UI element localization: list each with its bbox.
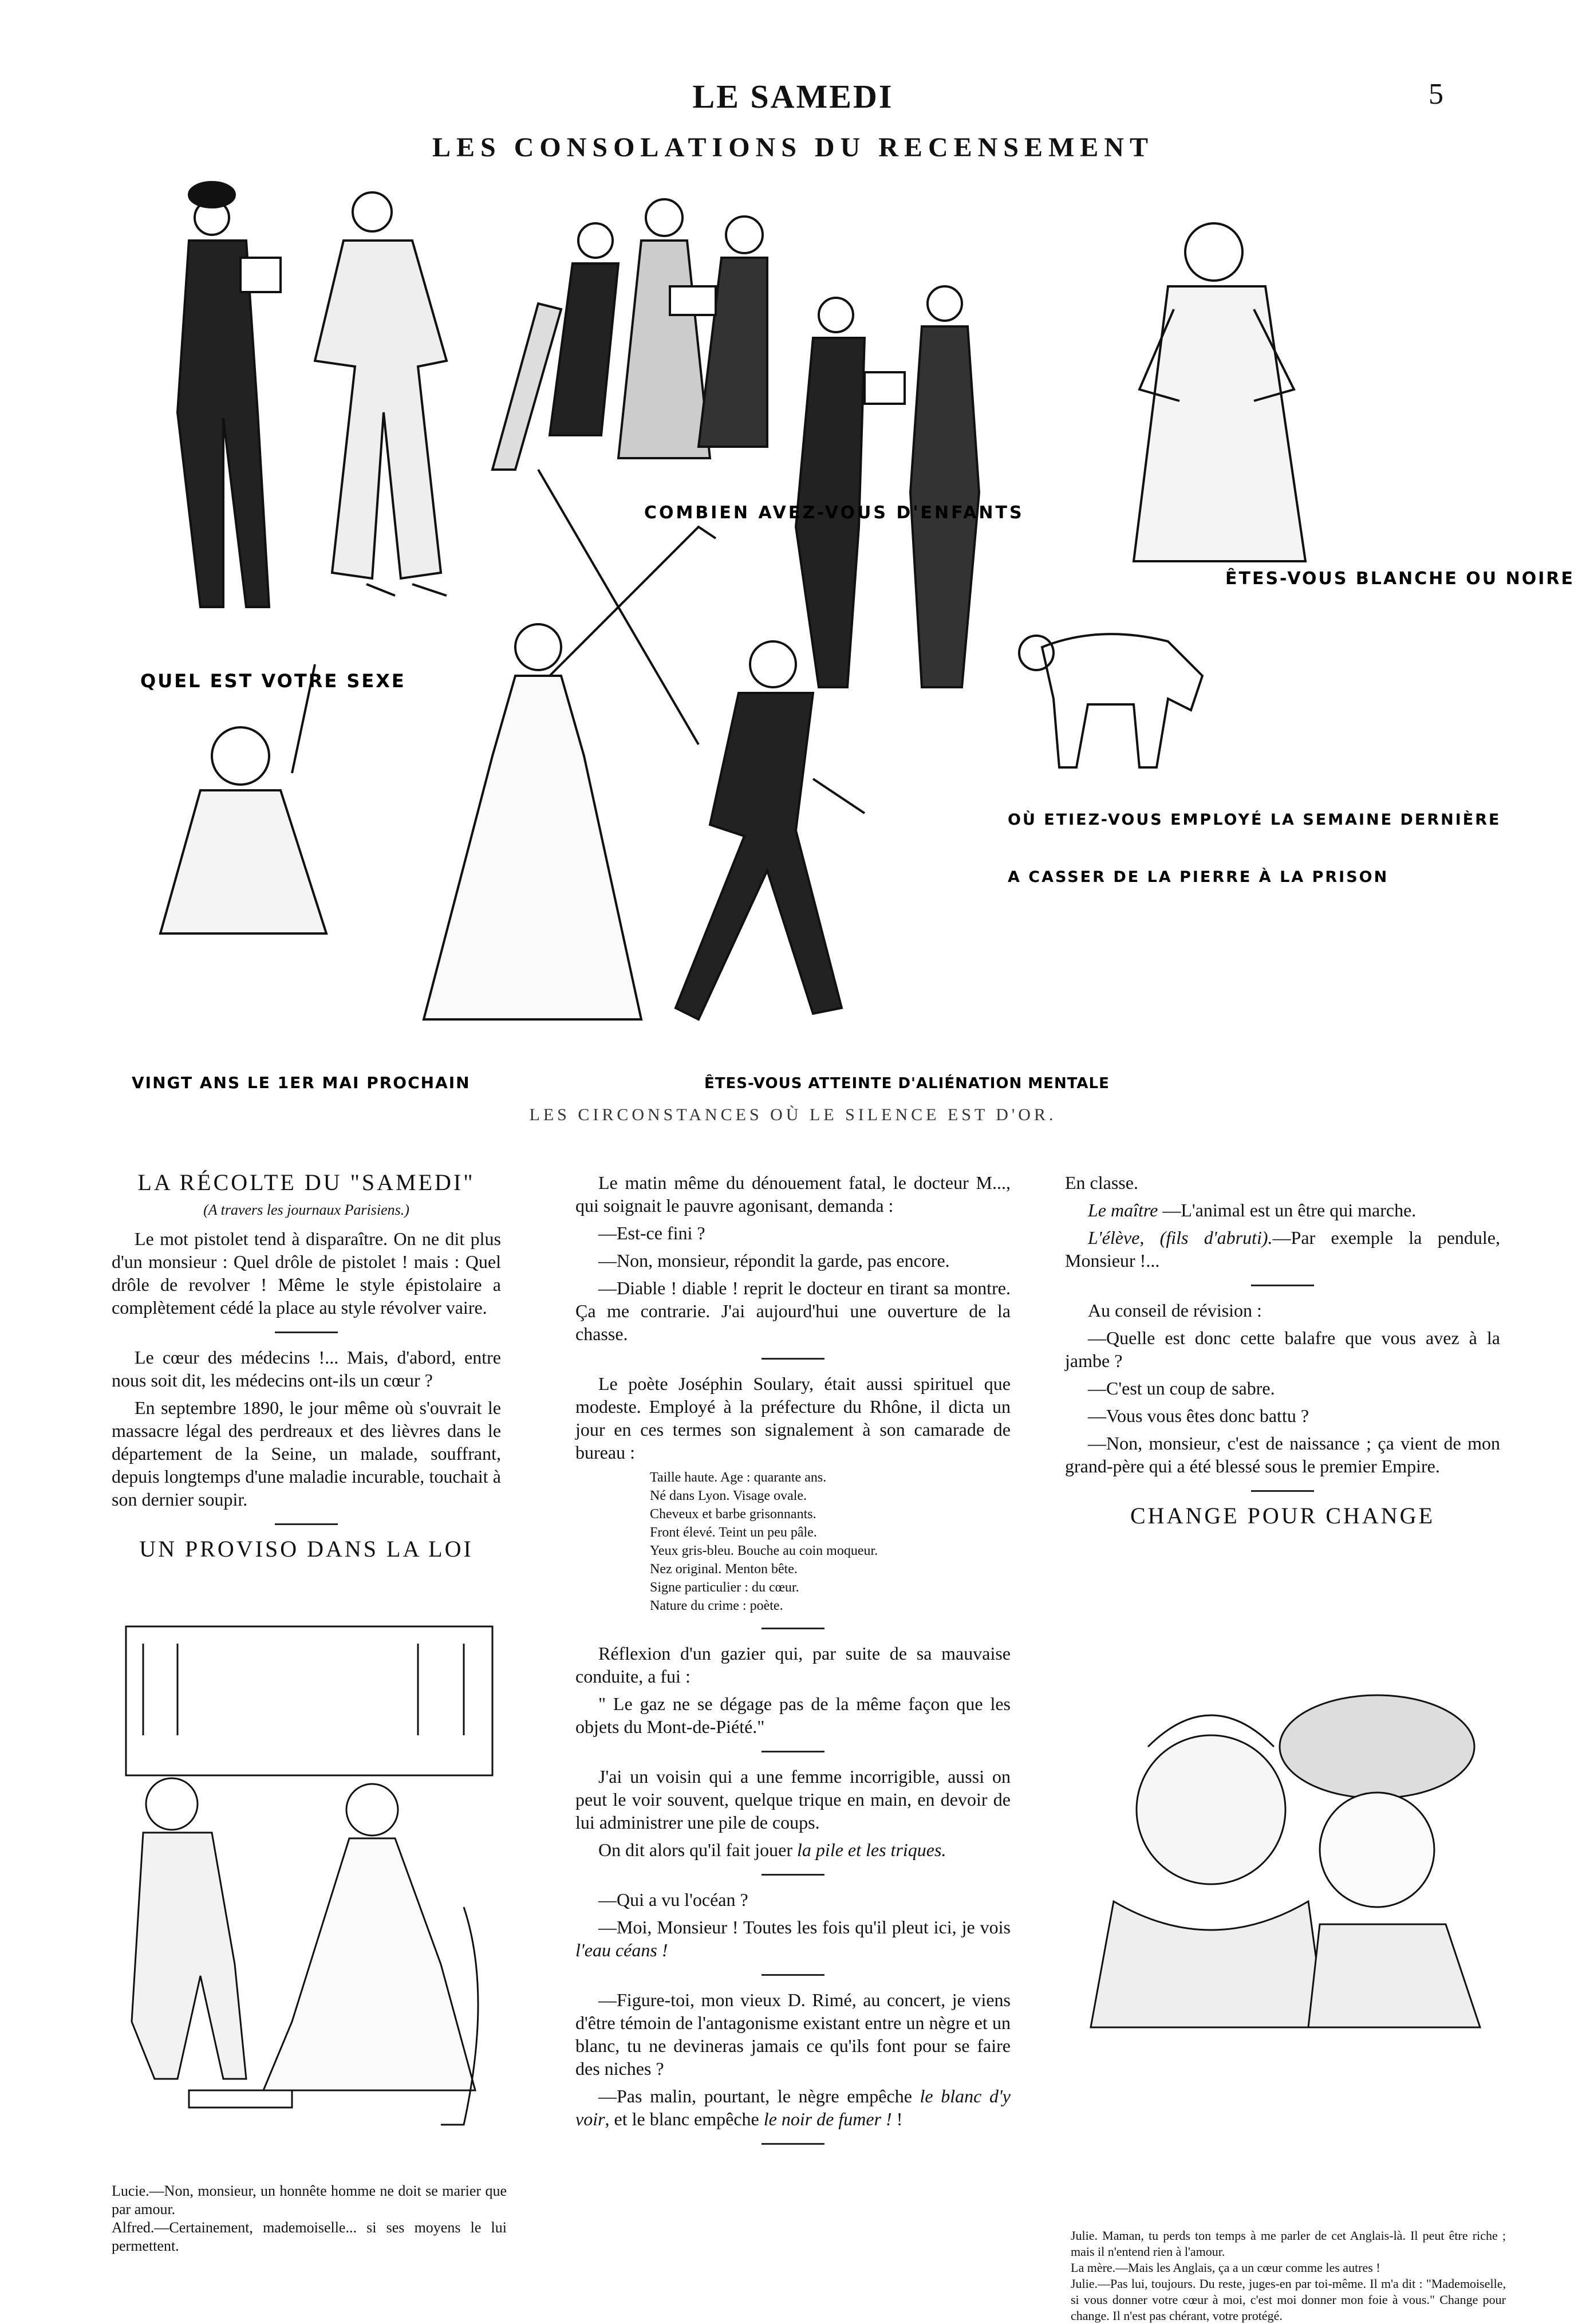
description-line: Nez original. Menton bête. [650,1562,798,1577]
fleeing-man-figure [676,641,865,1019]
emphasis-run: L'élève, (fils d'abruti). [1088,1227,1273,1248]
caption-how-many-children: COMBIEN AVEZ-VOUS D'ENFANTS [644,503,1024,523]
section-title-change: CHANGE POUR CHANGE [1130,1503,1435,1529]
separator-rule [762,2143,824,2145]
cartoon-banner-title: LES CONSOLATIONS DU RECENSEMENT [432,132,1154,163]
cartoon-bottom-caption: LES CIRCONSTANCES OÙ LE SILENCE EST D'OR. [529,1105,1057,1124]
column-left [112,1171,501,1565]
dialogue-line: —Vous vous êtes donc battu ? [1088,1405,1309,1426]
text-run: ! [891,2109,903,2129]
paragraph: " Le gaz ne se dégage pas de la même façon que les objets du Mont-de-Piété." [575,1693,1011,1737]
illustration-caption-proviso [112,2182,507,2255]
paragraph: Le poète Joséphin Soulary, était aussi spirituel que modeste. Employé à la préfecture du Rhône, il dicta un jour en ces termes son signalement à son camarade de bureau : [575,1373,1011,1463]
emphasis-run: l'eau céans ! [575,1940,668,1960]
description-line: Taille haute. Age : quarante ans. [650,1470,827,1485]
separator-rule [762,1358,824,1360]
text-run: On dit alors qu'il fait jouer [598,1839,798,1860]
description-list [575,1468,1011,1615]
caption-line-alfred: Alfred.—Certainement, mademoiselle... si ses moyens le lui permettent. [112,2219,507,2254]
emphasis-run: le blanc d'y voir [575,2086,1011,2129]
family-group-figures [550,199,767,458]
separator-rule [1251,1490,1314,1492]
separator-rule [275,1332,338,1333]
description-line: Signe particulier : du cœur. [650,1580,799,1595]
section-subtitle: (A travers les journaux Parisiens.) [203,1202,409,1218]
caption-line-mere: La mère.—Mais les Anglais, ça a un cœur comme les autres ! [1071,2260,1380,2275]
separator-rule [762,1751,824,1752]
text-run: —Par exemple la pendule, Monsieur !... [1065,1227,1501,1271]
masthead: LE SAMEDI [692,78,894,115]
seated-woman-figure [160,664,326,933]
dog-figure [1019,634,1202,767]
column-middle [575,1171,1011,2157]
emphasis-run: Le maître [1088,1200,1158,1220]
description-line: Cheveux et barbe grisonnants. [650,1507,816,1522]
caption-white-or-black: ÊTES-VOUS BLANCHE OU NOIRE [1225,569,1575,589]
separator-rule [1251,1285,1314,1286]
dialogue-line [575,1916,1011,1961]
dialogue-line: —Qui a vu l'océan ? [598,1889,748,1910]
convict-and-guard-figures [796,286,979,687]
paragraph: En classe. [1065,1172,1138,1193]
paragraph [1065,1226,1500,1272]
caption-line-julie: Julie. Maman, tu perds ton temps à me parler de cet Anglais-là. Il peut être riche ; mais il n'entend rien à l'amour. [1071,2228,1506,2259]
paragraph: —Figure-toi, mon vieux D. Rimé, au concert, je viens d'être témoin de l'antagonisme existant entre un nègre et un blanc, tu ne devineras jamais ce qu'ils font pour se faire des niches ? [575,1990,1011,2079]
column-right [1065,1171,1500,1532]
dialogue-line: —Est-ce fini ? [598,1223,705,1243]
separator-rule [762,1628,824,1629]
caption-breaking-stones: A CASSER DE LA PIERRE À LA PRISON [1008,868,1389,886]
description-line: Front élevé. Teint un peu pâle. [650,1525,817,1540]
paragraph: Le mot pistolet tend à disparaître. On ne dit plus d'un monsieur : Quel drôle de pistolet ! mais : Quel drôle de revolver ! Même le style épistolaire a complètement cédé la place au style révolver vaire. [112,1228,501,1318]
dialogue-line: —Non, monsieur, c'est de naissance ; ça vient de mon grand-père qui a été blessé sous le premier Empire. [1065,1433,1500,1476]
census-cartoon-illustration [126,172,1575,1122]
census-taker-figure [177,182,281,607]
emphasis-run: la pile et les triques. [797,1839,946,1860]
page-number: 5 [1429,78,1443,111]
section-title-proviso: UN PROVISO DANS LA LOI [139,1536,474,1562]
caption-line-julie-2: Julie.—Pas lui, toujours. Du reste, juges-en par toi-même. Il m'a dit : "Mademoiselle, si vous donner votre cœur à moi, c'est moi donner mon foie à vous." Change pour change. Il n'est pas chérant, votre protégé. [1071,2276,1506,2323]
paragraph: En septembre 1890, le jour même où s'ouvrait le massacre légal des perdreaux et des lièvres dans le département de la Seine, un malade, souffrant, depuis longtemps d'une maladie incurable, touchait à son dernier soupir. [112,1397,501,1510]
caption-where-employed: OÙ ETIEZ-VOUS EMPLOYÉ LA SEMAINE DERNIÈRE [1008,811,1501,829]
illustration-caption-change [1071,2228,1506,2324]
chinese-man-figure [315,192,447,596]
paragraph: Le cœur des médecins !... Mais, d'abord, entre nous soit dit, les médecins ont-ils un cœur ? [112,1347,501,1391]
caption-what-is-your-sex: QUEL EST VOTRE SEXE [140,670,406,692]
separator-rule [762,1874,824,1876]
text-run: —Pas malin, pourtant, le nègre empêche [598,2086,920,2106]
paragraph: Au conseil de révision : [1088,1300,1262,1321]
section-title-recolte: LA RÉCOLTE DU "SAMEDI" [137,1169,475,1195]
mother-and-daughter-illustration [1079,1661,1497,2222]
woman-with-headscarf-figure [1134,223,1305,561]
description-line: Nature du crime : poète. [650,1598,783,1613]
dialogue-line: —Diable ! diable ! reprit le docteur en tirant sa montre. Ça me contrarie. J'ai aujourd'hui une ouverture de la chasse. [575,1278,1011,1344]
paragraph [575,2085,1011,2130]
separator-rule [275,1523,338,1525]
text-run: —Moi, Monsieur ! Toutes les fois qu'il pleut ici, je vois [598,1917,1011,1937]
separator-rule [762,1974,824,1976]
dialogue-line: —C'est un coup de sabre. [1088,1378,1275,1399]
description-line: Né dans Lyon. Visage ovale. [650,1488,807,1503]
description-line: Yeux gris-bleu. Bouche au coin moqueur. [650,1543,878,1558]
caption-twenty-years-old: VINGT ANS LE 1ER MAI PROCHAIN [132,1073,471,1092]
paragraph: J'ai un voisin qui a une femme incorrigible, aussi on peut le voir souvent, quelque trique en main, en devoir de lui administrer une pile de coups. [575,1766,1011,1833]
paragraph: Réflexion d'un gazier qui, par suite de sa mauvaise conduite, a fui : [575,1643,1011,1687]
text-run: —L'animal est un être qui marche. [1158,1200,1417,1220]
dialogue-line: —Quelle est donc cette balafre que vous avez à la jambe ? [1065,1328,1500,1371]
dialogue-line: —Non, monsieur, répondit la garde, pas encore. [598,1250,950,1271]
caption-line-lucie: Lucie.—Non, monsieur, un honnête homme ne doit se marier que par amour. [112,2183,507,2217]
paragraph [575,1838,1011,1861]
parlor-scene-illustration [120,1621,498,2176]
caption-mental-alienation: ÊTES-VOUS ATTEINTE D'ALIÉNATION MENTALE [704,1075,1110,1092]
paragraph [1065,1199,1500,1222]
paragraph: Le matin même du dénouement fatal, le docteur M..., qui soignait le pauvre agonisant, demanda : [575,1172,1011,1216]
emphasis-run: le noir de fumer ! [763,2109,892,2129]
text-run: , et le blanc empêche [605,2109,764,2129]
